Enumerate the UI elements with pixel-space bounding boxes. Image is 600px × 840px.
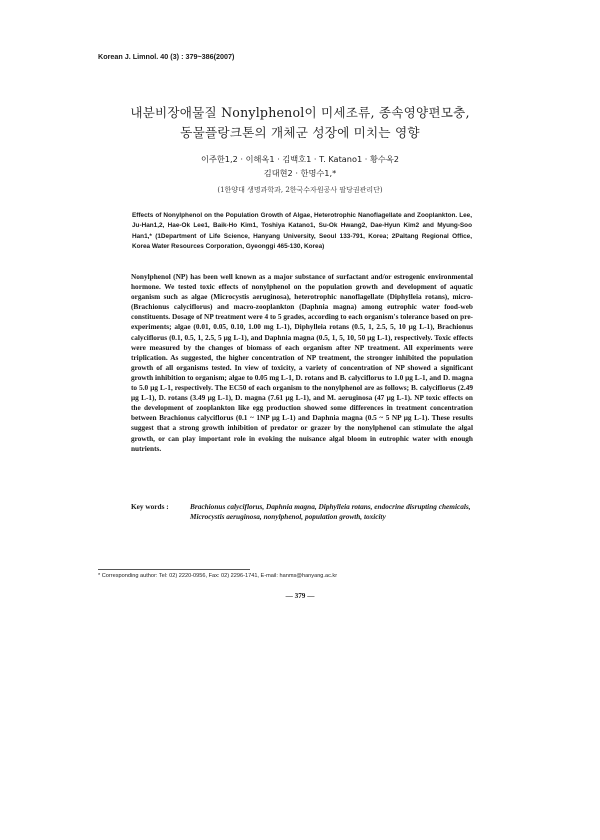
footnote-divider [98,569,250,570]
keywords-label: Key words : [131,502,169,511]
abstract-paragraph: Nonylphenol (NP) has been well known as a major substance of surfactant and/or estrogenic environmental hormone. We tested toxic effects of nonylphenol on the population growth and development of aquatic organism such as algae (Microcystis aeruginosa), heterotrophic nanoflagellate (Diphylleia rotans), micro-(Brachionus calyciflorus) and macro-zooplankton (Daphnia magna) among eutrophic water food-web constituents. Dosage of NP treatment were 4 to 5 grades, according to each organism's tolerance based on pre-experiments; algae (0.01, 0.05, 0.10, 1.00 mg L-1), Diphylleia rotans (0.5, 1, 2.5, 5, 10 μg L-1), Brachionus calyciflorus (0.1, 0.5, 1, 2.5, 5 μg L-1), and Daphnia magna (0.5, 1, 5, 10, 50 μg L-1), respectively. Toxic effects were measured by the changes of biomass of each organism after NP treatment. All experiments were triplication. As suggested, the higher concentration of NP treatment, the stronger inhibited the population growth of all organisms tested. In view of toxicity, a variety of concentration of NP showed a significant growth inhibition to organism; algae to 0.05 mg L-1, D. rotans and B. calyciflorus to 1.0 μg L-1, and D. magna to 5.0 μg L-1, respectively. The EC50 of each organism to the nonylphenol are as follows; B. calyciflorus (2.49 μg L-1), D. rotans (3.49 μg L-1), D. magna (7.61 μg L-1), and M. aeruginosa (47 μg L-1). NP toxic effects on the development of zooplankton like egg production showed some differences in treatment concentration between Brachionus calyciflorus (0.1 ~ 1NP μg L-1) and Daphnia magna (0.5 ~ 5 NP μg L-1). These results suggest that a strong growth inhibition of predator or grazer by the nonylphenol can stimulate the algal growth, or can play important role in evoking the nuisance algal bloom in eutrophic water with enough nutrients. [131,272,473,453]
corresponding-author-footnote: * Corresponding author: Tel: 02) 2220-0956, Fax: 02) 2296-1741, E-mail: hanms@hanyang.ac.kr [98,573,338,579]
korean-authors-line-1: 이주한1,2 · 이해옥1 · 김백호1 · T. Katano1 · 황수옥2 [201,154,399,164]
keywords-list: Brachionus calyciflorus, Daphnia magna, Diphylleia rotans, endocrine disrupting chemicals, Microcystis aeruginosa, nonylphenol, population growth, toxicity [190,502,471,522]
journal-reference: Korean J. Limnol. 40 (3) : 379~386(2007) [98,52,235,61]
english-title-and-authors: Effects of Nonylphenol on the Population Growth of Algae, Heterotrophic Nanoflagellate and Zooplankton. Lee, Ju-Han1,2, Hae-Ok Lee1, Baik-Ho Kim1, Toshiya Katano1, Su-Ok Hwang2, Dae-Hyun Kim2 and Myung-Soo Han1,* (1Department of Life Science, Hanyang University, Seoul 133-791, Korea; 2Paltang Regional Office, Korea Water Resources Corporation, Gyeonggi 465-130, Korea) [132,212,472,251]
korean-title-line-1: 내분비장애물질 Nonylphenol이 미세조류, 종속영양편모충, [130,105,470,120]
korean-affiliations: (1한양대 생명과학과, 2한국수자원공사 팔당권관리단) [217,186,383,194]
page-number: — 379 — [285,592,315,600]
korean-title-line-2: 동물플랑크톤의 개체군 성장에 미치는 영향 [180,125,420,140]
korean-authors-line-2: 김대현2 · 한명수1,* [263,168,337,178]
